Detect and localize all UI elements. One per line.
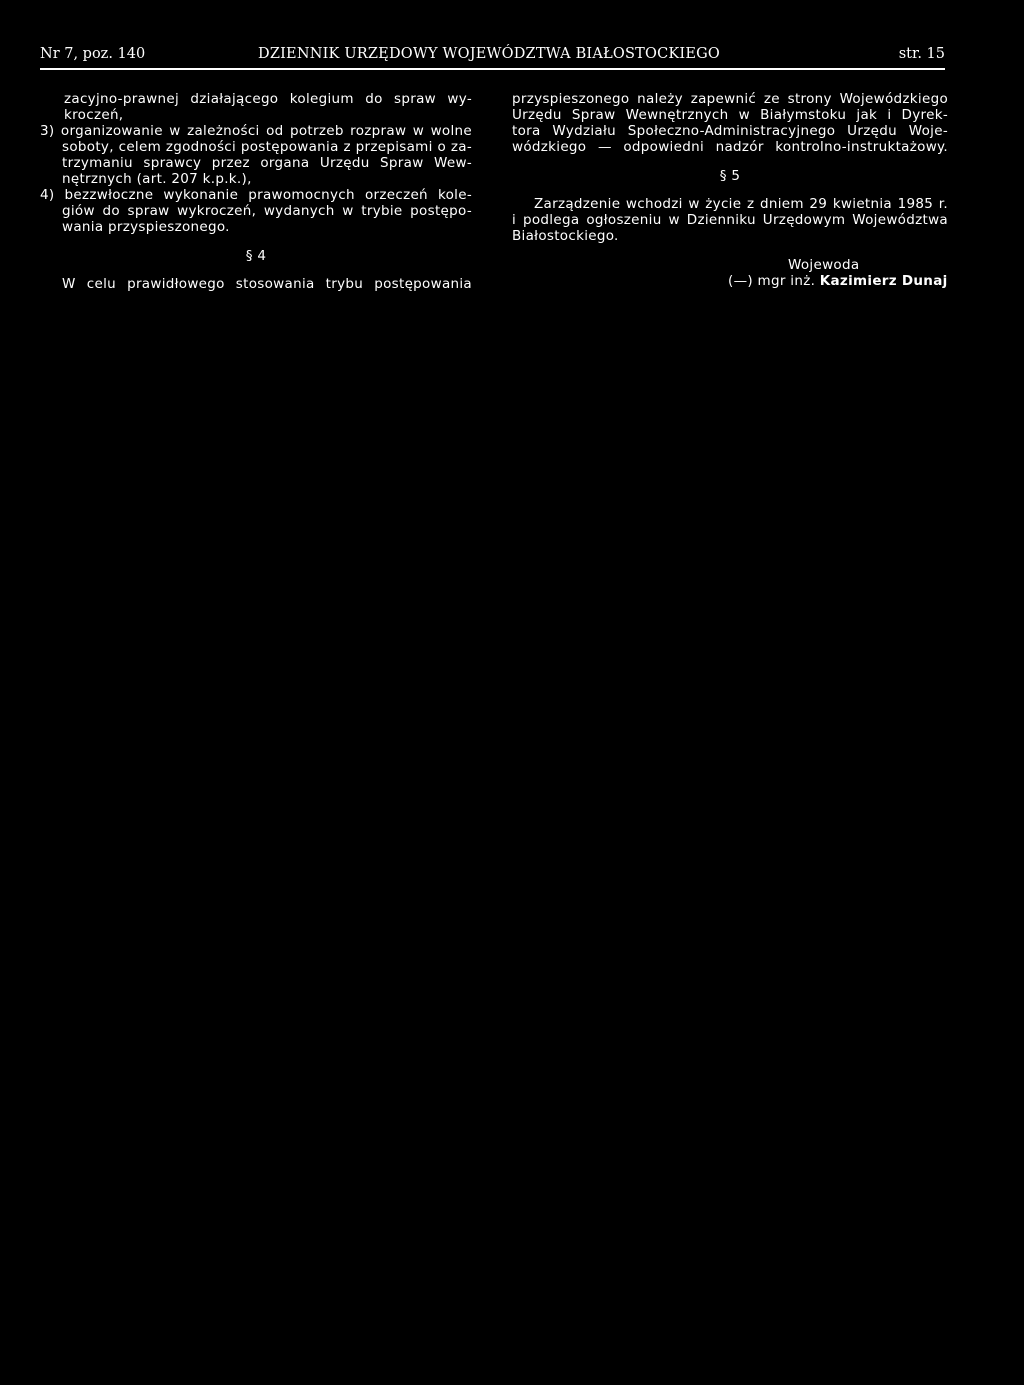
text-line: tora Wydziału Społeczno-Administracyjnego Urzędu Woje- [512,123,948,139]
section-mark-5: § 5 [719,168,741,184]
signature-title: Wojewoda [788,257,860,273]
text-line: wódzkiego — odpowiedni nadzór kontrolno-instruktażowy. [512,139,948,155]
left-column [40,91,472,292]
text-line: kroczeń, [64,107,124,123]
signatory-name: Kazimierz Dunaj [819,273,948,289]
issue-number: Nr 7, poz. 140 [40,46,146,62]
right-column [512,91,948,289]
text-line: W celu prawidłowego stosowania trybu postępowania [62,276,472,292]
text-line: Zarządzenie wchodzi w życie z dniem 29 kwietnia 1985 r. [534,196,948,212]
text-line: giów do spraw wykroczeń, wydanych w trybie postępo- [62,203,472,219]
signature-prefix: (—) mgr inż. [728,273,820,289]
text-line: Białostockiego. [512,228,619,244]
header-rule [40,68,945,70]
text-line: i podlega ogłoszeniu w Dzienniku Urzędowym Województwa [512,212,948,228]
text-line: nętrznych (art. 207 k.p.k.), [62,171,252,187]
list-item-3: 3) organizowanie w zależności od potrzeb rozpraw w wolne [40,123,472,139]
text-line: Urzędu Spraw Wewnętrznych w Białymstoku jak i Dyrek- [512,107,948,123]
section-mark-4: § 4 [245,248,267,264]
text-line: soboty, celem zgodności postępowania z przepisami o za- [62,139,472,155]
text-line: przyspieszonego należy zapewnić ze strony Wojewódzkiego [512,91,948,107]
text-line: zacyjno-prawnej działającego kolegium do spraw wy- [64,91,472,107]
page-header [40,46,945,68]
journal-title: DZIENNIK URZĘDOWY WOJEWÓDZTWA BIAŁOSTOCKIEGO [258,46,721,62]
text-line: trzymaniu sprawcy przez organa Urzędu Spraw Wew- [62,155,472,171]
spacer [512,244,948,257]
list-item-4: 4) bezzwłoczne wykonanie prawomocnych orzeczeń kole- [40,187,472,203]
signature [512,273,948,289]
page-number: str. 15 [898,46,945,62]
text-line: wania przyspieszonego. [62,219,230,235]
